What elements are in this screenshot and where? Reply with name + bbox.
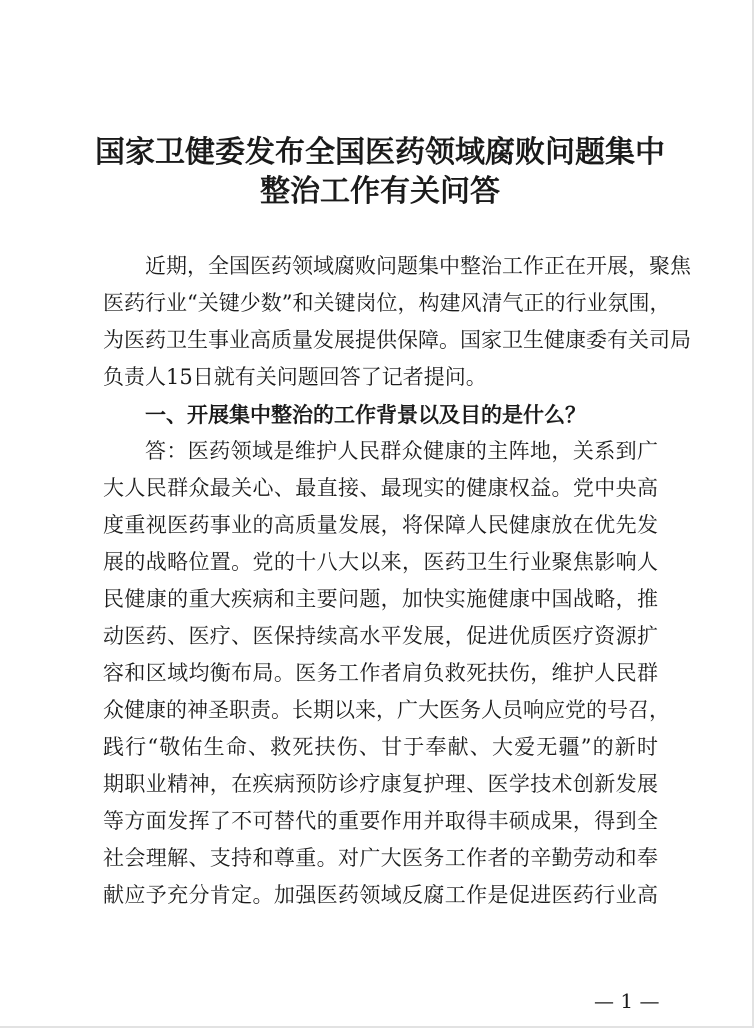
paragraph-1-line-4: 负责人15日就有关问题回答了记者提问。 (103, 365, 487, 389)
answer-line-6: 动医药、医疗、医保持续高水平发展，促进优质医疗资源扩 (103, 624, 658, 648)
answer-line-7: 容和区域均衡布局。医务工作者肩负救死扶伤，维护人民群 (103, 661, 658, 685)
page-number: — 1 — (594, 989, 660, 1013)
answer-line-8: 众健康的神圣职责。长期以来，广大医务人员响应党的号召， (103, 698, 670, 722)
paragraph-1-line-3: 为医药卫生事业高质量发展提供保障。国家卫生健康委有关司局 (103, 328, 691, 352)
document-title-line-1: 国家卫健委发布全国医药领域腐败问题集中 (95, 135, 665, 170)
paragraph-1-line-1: 近期，全国医药领域腐败问题集中整治工作正在开展，聚焦 (145, 254, 691, 278)
paragraph-1-line-2: 医药行业“关键少数”和关键岗位，构建风清气正的行业氛围， (103, 291, 671, 315)
answer-line-11: 等方面发挥了不可替代的重要作用并取得丰硕成果，得到全 (103, 809, 658, 833)
answer-line-12: 社会理解、支持和尊重。对广大医务工作者的辛勤劳动和奉 (103, 846, 658, 870)
answer-line-5: 民健康的重大疾病和主要问题，加快实施健康中国战略，推 (103, 587, 658, 611)
answer-line-4: 展的战略位置。党的十八大以来，医药卫生行业聚焦影响人 (103, 550, 658, 574)
answer-line-9: 践行“敬佑生命、救死扶伤、甘于奉献、大爱无疆”的新时 (103, 735, 658, 759)
answer-line-1: 答：医药领域是维护人民群众健康的主阵地，关系到广 (145, 439, 658, 463)
section-heading-1: 一、开展集中整治的工作背景以及目的是什么？ (145, 402, 586, 427)
document-title-line-2: 整治工作有关问答 (260, 174, 500, 209)
answer-line-10: 期职业精神，在疾病预防诊疗康复护理、医学技术创新发展 (103, 772, 658, 796)
answer-line-13: 献应予充分肯定。加强医药领域反腐工作是促进医药行业高 (103, 883, 658, 907)
answer-line-3: 度重视医药事业的高质量发展，将保障人民健康放在优先发 (103, 513, 658, 537)
answer-line-2: 大人民群众最关心、最直接、最现实的健康权益。党中央高 (103, 476, 658, 500)
